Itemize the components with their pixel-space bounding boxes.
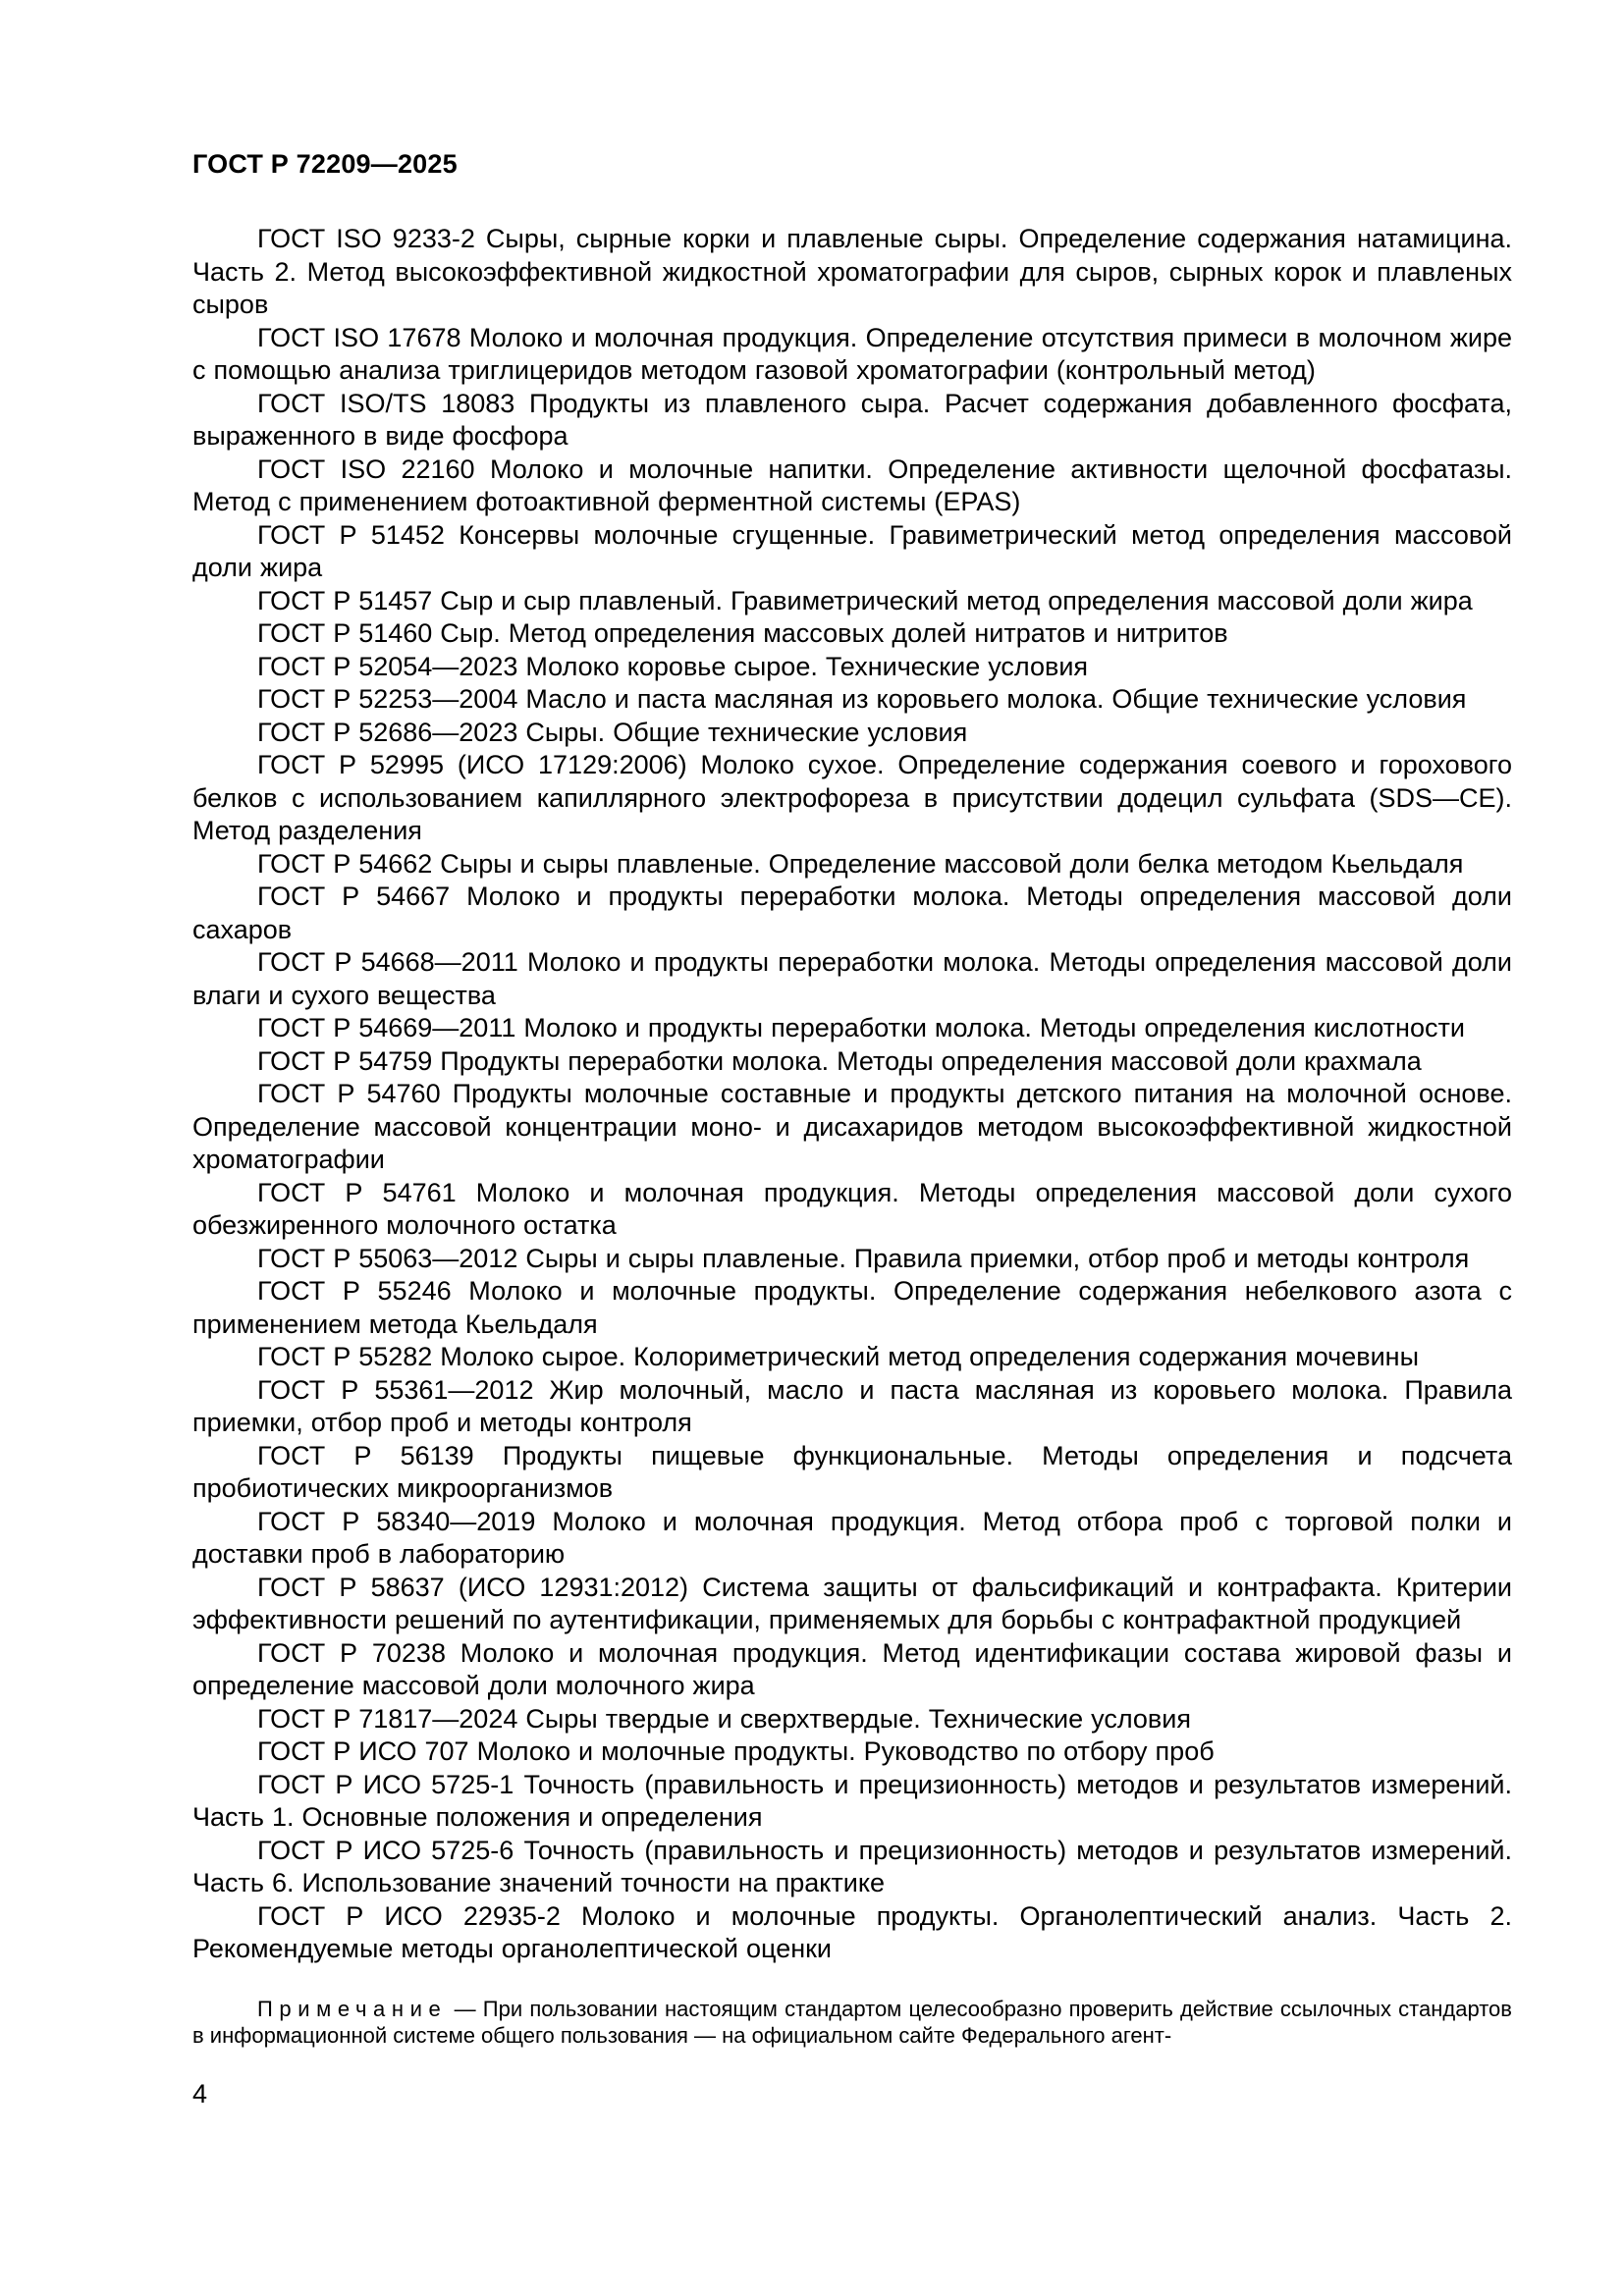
reference-item: ГОСТ Р 55361—2012 Жир молочный, масло и паста масляная из коровьего молока. Правила приемки, отбор проб и методы контроля: [192, 1374, 1512, 1437]
note-paragraph: [192, 1996, 1512, 2050]
note-label: Примечание: [257, 1996, 448, 2021]
reference-item: ГОСТ Р 52054—2023 Молоко коровье сырое. Технические условия: [257, 651, 1089, 681]
reference-item: ГОСТ Р 52995 (ИСО 17129:2006) Молоко сухое. Определение содержания соевого и горохового белков с использованием капиллярного электрофореза в присутствии додецил сульфата (SDS—CE). Метод разделения: [192, 750, 1512, 845]
reference-item: ГОСТ Р 54761 Молоко и молочная продукция. Методы определения массовой доли сухого обезжиренного молочного остатка: [192, 1177, 1512, 1240]
reference-item: ГОСТ Р 51452 Консервы молочные сгущенные. Гравиметрический метод определения массовой доли жира: [192, 519, 1512, 582]
reference-item: ГОСТ ISO 22160 Молоко и молочные напитки. Определение активности щелочной фосфатазы. Метод с применением фотоактивной ферментной системы (EPAS): [192, 454, 1512, 516]
reference-item: ГОСТ Р ИСО 5725-6 Точность (правильность и прецизионность) методов и результатов измерений. Часть 6. Использование значений точности на практике: [192, 1835, 1512, 1897]
reference-item: ГОСТ Р 58637 (ИСО 12931:2012) Система защиты от фальсификаций и контрафакта. Критерии эффективности решений по аутентификации, применяемых для борьбы с контрафактной продукцией: [192, 1572, 1512, 1634]
reference-item: ГОСТ Р 52686—2023 Сыры. Общие технические условия: [257, 717, 968, 747]
page-number: 4: [192, 2079, 208, 2109]
reference-item: ГОСТ ISO 17678 Молоко и молочная продукция. Определение отсутствия примеси в молочном жире с помощью анализа триглицеридов методом газовой хроматографии (контрольный метод): [192, 322, 1512, 385]
note-dash: —: [454, 1996, 476, 2021]
reference-item: ГОСТ Р 54667 Молоко и продукты переработки молока. Методы определения массовой доли сахаров: [192, 881, 1512, 944]
reference-item: ГОСТ ISO 9233-2 Сыры, сырные корки и плавленые сыры. Определение содержания натамицина. Часть 2. Метод высокоэффективной жидкостной хроматографии для сыров, сырных корок и плавленых сыров: [192, 224, 1512, 319]
reference-item: ГОСТ Р ИСО 5725-1 Точность (правильность и прецизионность) методов и результатов измерений. Часть 1. Основные положения и определения: [192, 1769, 1512, 1832]
reference-item: ГОСТ Р 56139 Продукты пищевые функциональные. Методы определения и подсчета пробиотических микроорганизмов: [192, 1440, 1512, 1503]
reference-item: ГОСТ Р ИСО 22935-2 Молоко и молочные продукты. Органолептический анализ. Часть 2. Рекомендуемые методы органолептической оценки: [192, 1900, 1512, 1963]
reference-item: ГОСТ Р 51460 Сыр. Метод определения массовых долей нитратов и нитритов: [257, 618, 1228, 648]
note-text: При пользовании настоящим стандартом целесообразно проверить действие ссылочных стандартов в информационной системе общего пользования — на официальном сайте Федерального агент-: [192, 1996, 1512, 2048]
reference-item: ГОСТ ISO/TS 18083 Продукты из плавленого сыра. Расчет содержания добавленного фосфата, выраженного в виде фосфора: [192, 388, 1512, 451]
reference-item: ГОСТ Р 54759 Продукты переработки молока. Методы определения массовой доли крахмала: [257, 1045, 1422, 1076]
reference-item: ГОСТ Р 58340—2019 Молоко и молочная продукция. Метод отбора проб с торговой полки и доставки проб в лабораторию: [192, 1506, 1512, 1569]
reference-item: ГОСТ Р 54760 Продукты молочные составные и продукты детского питания на молочной основе. Определение массовой концентрации моно- и дисахаридов методом высокоэффективной жидкостной хроматографии: [192, 1079, 1512, 1174]
reference-item: ГОСТ Р 54668—2011 Молоко и продукты переработки молока. Методы определения массовой доли влаги и сухого вещества: [192, 947, 1512, 1010]
reference-item: ГОСТ Р 52253—2004 Масло и паста масляная из коровьего молока. Общие технические условия: [257, 684, 1467, 714]
reference-item: ГОСТ Р 54669—2011 Молоко и продукты переработки молока. Методы определения кислотности: [257, 1013, 1465, 1042]
reference-item: ГОСТ Р 70238 Молоко и молочная продукция. Метод идентификации состава жировой фазы и определение массовой доли молочного жира: [192, 1637, 1512, 1700]
reference-item: ГОСТ Р 55282 Молоко сырое. Колориметрический метод определения содержания мочевины: [257, 1342, 1419, 1371]
page-content: [192, 149, 1512, 2050]
references-list: [192, 223, 1512, 1966]
reference-item: ГОСТ Р 55246 Молоко и молочные продукты. Определение содержания небелкового азота с применением метода Кьельдаля: [192, 1276, 1512, 1339]
reference-item: ГОСТ Р 51457 Сыр и сыр плавленый. Гравиметрический метод определения массовой доли жира: [257, 585, 1473, 615]
reference-item: ГОСТ Р 71817—2024 Сыры твердые и сверхтвердые. Технические условия: [257, 1703, 1191, 1734]
reference-item: ГОСТ Р 55063—2012 Сыры и сыры плавленые. Правила приемки, отбор проб и методы контроля: [257, 1243, 1470, 1273]
doc-number-header: ГОСТ Р 72209—2025: [192, 149, 458, 179]
reference-item: ГОСТ Р ИСО 707 Молоко и молочные продукты. Руководство по отбору проб: [257, 1736, 1215, 1766]
reference-item: ГОСТ Р 54662 Сыры и сыры плавленые. Определение массовой доли белка методом Кьельдаля: [257, 848, 1464, 879]
